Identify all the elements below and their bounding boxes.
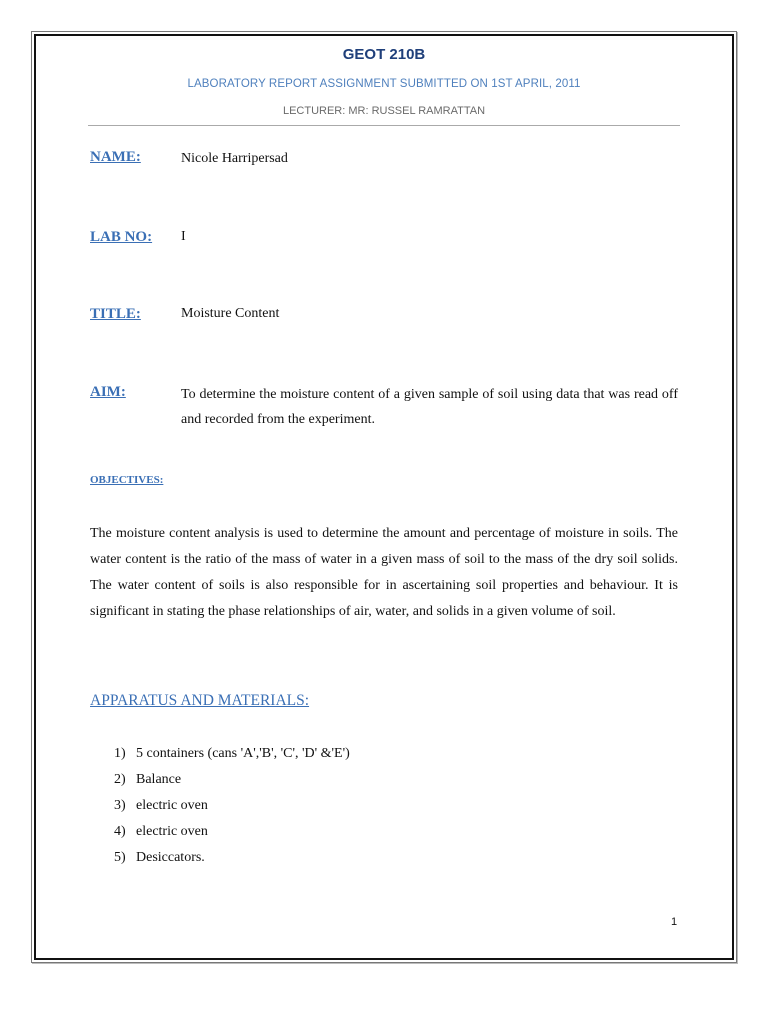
list-item	[114, 744, 350, 770]
list-item-text: Balance	[136, 772, 182, 787]
submission-line: LABORATORY REPORT ASSIGNMENT SUBMITTED ON 1ST APRIL, 2011	[187, 78, 581, 90]
list-item-number: 4)	[114, 824, 126, 839]
name-value: Nicole Harripersad	[181, 151, 288, 166]
name-label: NAME:	[90, 149, 141, 165]
list-item-number: 3)	[114, 798, 126, 813]
list-item	[114, 796, 350, 822]
aim-label: AIM:	[90, 384, 126, 400]
list-item-number: 1)	[114, 746, 126, 761]
header-rule	[88, 125, 680, 126]
objectives-text: The moisture content analysis is used to determine the amount and percentage of moisture in soils. The water content is the ratio of the mass of water in a given mass of soil to the mass of the dry soil solids. The water content of soils is also responsible for in ascertaining soil properties and behaviour. It is significant in stating the phase relationships of air, water, and solids in a given volume of soil.	[90, 526, 678, 619]
lecturer-line: LECTURER: MR: RUSSEL RAMRATTAN	[282, 105, 486, 117]
apparatus-heading: APPARATUS AND MATERIALS:	[90, 692, 310, 709]
list-item-text: electric oven	[136, 824, 208, 839]
list-item-text: 5 containers (cans 'A','B', 'C', 'D' &'E')	[136, 746, 350, 761]
objectives-heading: OBJECTIVES:	[90, 474, 164, 486]
list-item	[114, 822, 350, 848]
list-item	[114, 770, 350, 796]
lab-no-value: I	[181, 229, 186, 244]
lab-no-label: LAB NO:	[90, 229, 153, 245]
list-item-text: Desiccators.	[136, 850, 205, 865]
title-label: TITLE:	[90, 306, 141, 322]
apparatus-list	[114, 744, 350, 874]
list-item-number: 5)	[114, 850, 126, 865]
list-item-text: electric oven	[136, 798, 208, 813]
title-value: Moisture Content	[181, 306, 280, 321]
list-item	[114, 848, 350, 874]
list-item-number: 2)	[114, 772, 126, 787]
course-code: GEOT 210B	[342, 46, 426, 63]
aim-value: To determine the moisture content of a given sample of soil using data that was read off and recorded from the experiment.	[181, 387, 678, 427]
page-number: 1	[671, 916, 678, 928]
